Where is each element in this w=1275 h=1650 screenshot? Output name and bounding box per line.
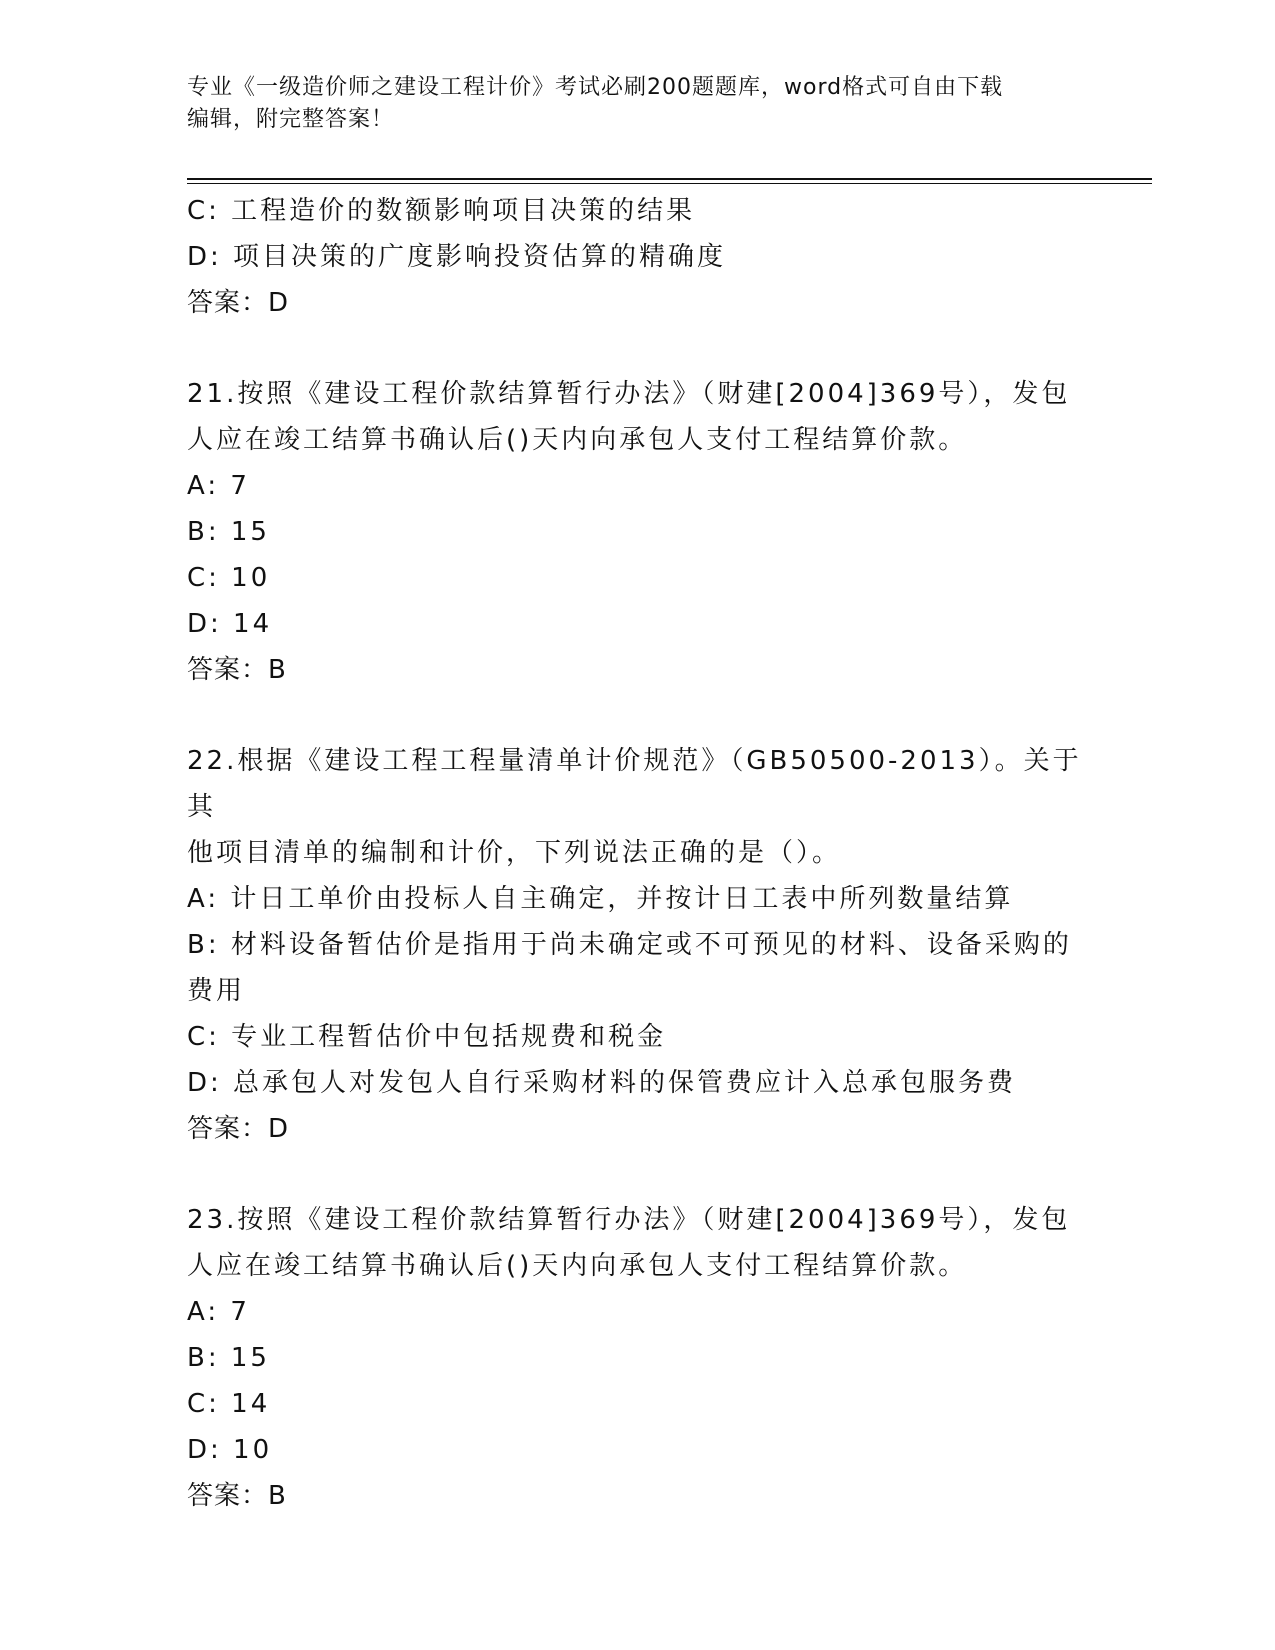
answer: 答案：B	[187, 1481, 287, 1511]
header-rule-thin	[187, 183, 1152, 184]
document-header	[187, 72, 1067, 136]
question-stem-cont: 他项目清单的编制和计价，下列说法正确的是（）。	[187, 838, 842, 868]
option-c: C: 工程造价的数额影响项目决策的结果	[187, 196, 696, 226]
header-line-1: 专业《一级造价师之建设工程计价》考试必刷200题题库，word格式可自由下载	[187, 75, 1004, 100]
option-c: C: 14	[187, 1389, 271, 1419]
option-d: D: 10	[187, 1435, 273, 1465]
option-a: A: 7	[187, 471, 250, 501]
option-a: A: 7	[187, 1297, 250, 1327]
question-20	[187, 188, 1107, 326]
answer: 答案：D	[187, 288, 290, 318]
option-d: D: 14	[187, 609, 273, 639]
answer: 答案：B	[187, 655, 287, 685]
spacer	[187, 1152, 1107, 1197]
spacer	[187, 693, 1107, 738]
question-stem: 21.按照《建设工程价款结算暂行办法》（财建[2004]369号），发包	[187, 379, 1071, 409]
question-21	[187, 371, 1107, 693]
question-23	[187, 1197, 1107, 1519]
question-stem-cont: 人应在竣工结算书确认后()天内向承包人支付工程结算价款。	[187, 1251, 968, 1281]
header-rule-thick	[187, 178, 1152, 180]
header-line-2: 编辑，附完整答案！	[187, 107, 395, 132]
option-b: B: 材料设备暂估价是指用于尚未确定或不可预见的材料、设备采购的	[187, 930, 1072, 960]
option-b: B: 15	[187, 517, 270, 547]
question-stem: 23.按照《建设工程价款结算暂行办法》（财建[2004]369号），发包	[187, 1205, 1071, 1235]
question-22	[187, 738, 1107, 1152]
spacer	[187, 326, 1107, 371]
question-stem-cont: 人应在竣工结算书确认后()天内向承包人支付工程结算价款。	[187, 425, 968, 455]
option-c: C: 专业工程暂估价中包括规费和税金	[187, 1022, 667, 1052]
option-b: B: 15	[187, 1343, 270, 1373]
option-d: D: 项目决策的广度影响投资估算的精确度	[187, 242, 727, 272]
question-list	[187, 188, 1107, 1519]
answer: 答案：D	[187, 1114, 290, 1144]
option-d: D: 总承包人对发包人自行采购材料的保管费应计入总承包服务费	[187, 1068, 1017, 1098]
option-a: A: 计日工单价由投标人自主确定，并按计日工表中所列数量结算	[187, 884, 1014, 914]
option-c: C: 10	[187, 563, 271, 593]
question-stem: 22.根据《建设工程工程量清单计价规范》（GB50500-2013）。关于其	[187, 746, 1082, 822]
option-b-cont: 费用	[187, 976, 246, 1006]
